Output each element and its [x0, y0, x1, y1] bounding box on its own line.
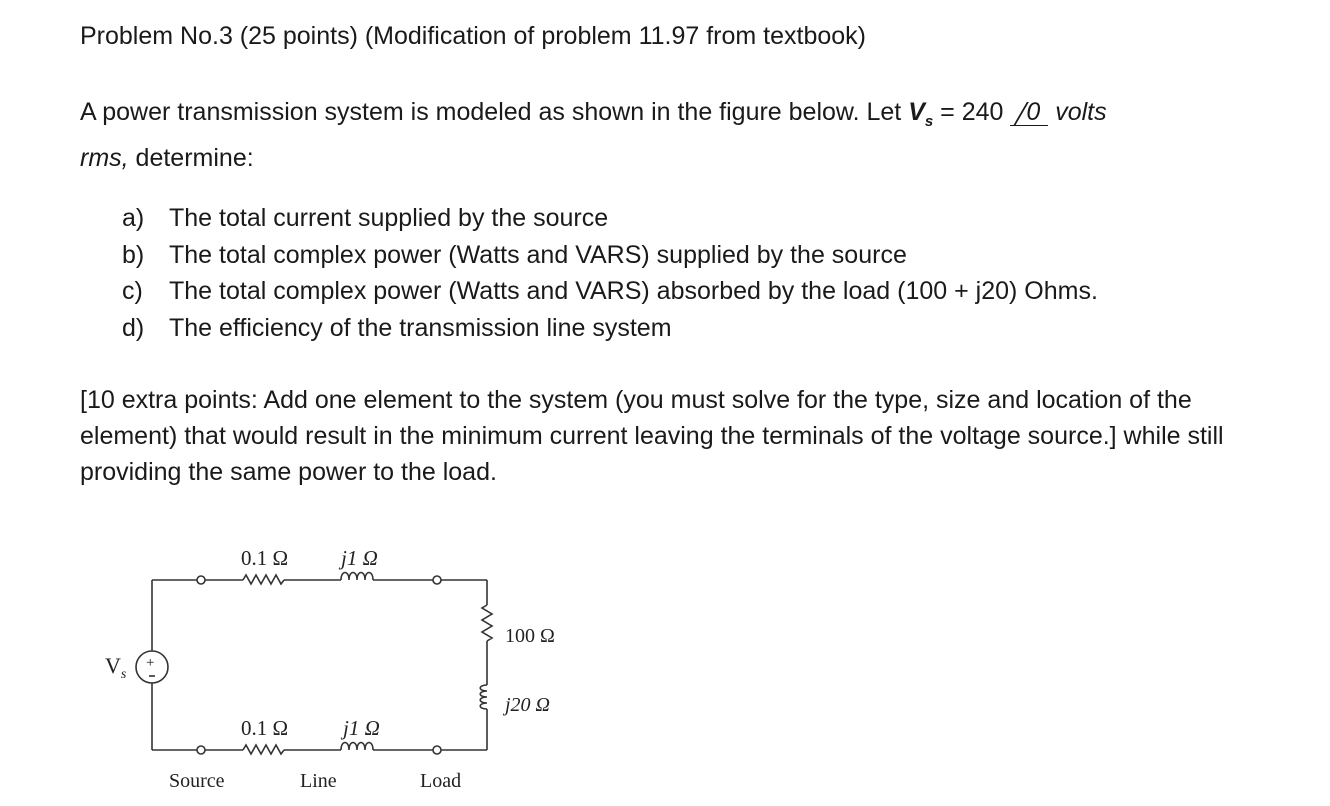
- top-inductor-label: j1 Ω: [341, 546, 378, 570]
- top-inductor-symbol: [341, 573, 373, 581]
- circuit-diagram: [95, 535, 585, 800]
- terminal-top-load: [433, 576, 441, 584]
- intro-text: A power transmission system is modeled as shown in the figure below. Let: [80, 98, 909, 126]
- list-item: [122, 200, 1098, 237]
- load-inductor-symbol: [480, 685, 487, 709]
- vs-phase-angle: 0: [1010, 99, 1048, 126]
- terminal-top-source: [197, 576, 205, 584]
- task-text: The efficiency of the transmission line system: [169, 313, 672, 342]
- load-resistor-label: 100 Ω: [505, 625, 555, 647]
- source-plus-sign: +: [146, 655, 155, 671]
- task-text: The total complex power (Watts and VARS) supplied by the source: [169, 240, 907, 269]
- task-text: The total current supplied by the source: [169, 204, 609, 232]
- task-text: The total complex power (Watts and VARS) absorbed by the load (100 + j20) Ohms.: [169, 277, 1098, 305]
- top-resistor-label: 0.1 Ω: [241, 546, 289, 570]
- task-letter: a): [122, 204, 145, 232]
- vs-symbol: $V_s$: [908, 98, 934, 130]
- vs-units-rms: rms,: [80, 144, 129, 172]
- problem-intro: [80, 94, 1250, 176]
- list-item: [122, 273, 1098, 310]
- extra-credit-paragraph: [10 extra points: Add one element to the system (you must solve for the type, size and location of the element) that would result in the minimum current leaving the terminals of the voltage source.] while still providing the same power to the load.: [80, 386, 1224, 486]
- bottom-resistor-symbol: [243, 745, 284, 754]
- problem-title: Problem No.3 (25 points) (Modification of problem 11.97 from textbook): [80, 22, 867, 50]
- section-label-source: Source: [169, 770, 225, 792]
- terminal-bottom-source: [197, 746, 205, 754]
- task-letter: c): [122, 277, 143, 305]
- section-label-line: Line: [300, 770, 337, 792]
- task-list: [122, 200, 1098, 346]
- task-letter: d): [122, 313, 145, 342]
- task-letter: b): [122, 240, 145, 269]
- vs-equals: = 240: [933, 98, 1011, 126]
- source-label: $V_s$: [105, 653, 127, 682]
- bottom-inductor-symbol: [341, 743, 373, 751]
- bottom-inductor-label: j1 Ω: [343, 716, 380, 740]
- top-resistor-symbol: [243, 575, 284, 584]
- vs-units: volts: [1048, 98, 1107, 126]
- section-label-load: Load: [420, 770, 462, 792]
- terminal-bottom-load: [433, 746, 441, 754]
- list-item: [122, 237, 1098, 274]
- bottom-resistor-label: 0.1 Ω: [241, 716, 289, 740]
- intro-determine: determine:: [128, 144, 254, 172]
- load-inductor-label: j20 Ω: [505, 694, 551, 716]
- load-resistor-symbol: [482, 605, 492, 641]
- list-item: [122, 310, 1098, 347]
